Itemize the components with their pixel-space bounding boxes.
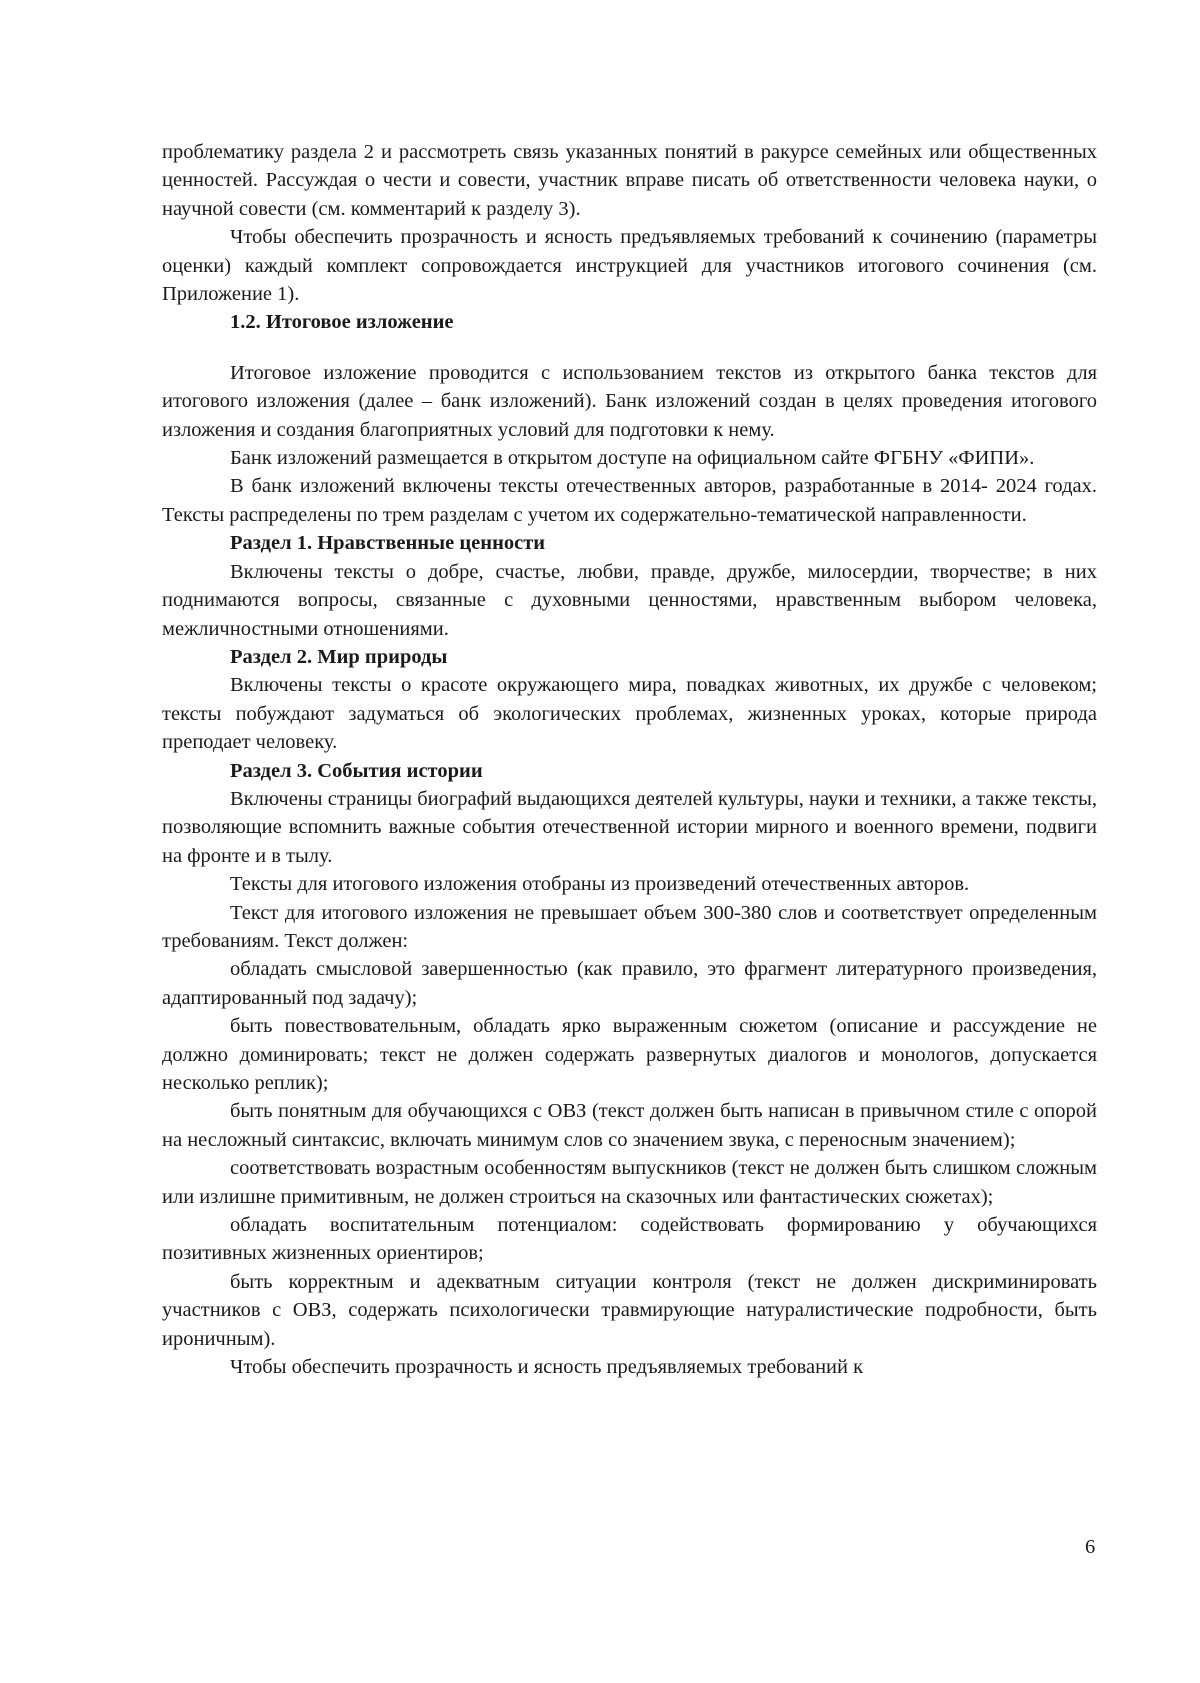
subsection-heading-1: Раздел 1. Нравственные ценности xyxy=(230,532,546,555)
paragraph-7: Включены тексты о красоте окружающего мира, повадках животных, их дружбе с человеком; тексты побуждают задуматься об экологических проблемах, жизненных уроках, которые природа преподает человеку. xyxy=(162,674,1097,754)
paragraph-3: Итоговое изложение проводится с использованием текстов из открытого банка текстов для итогового изложения (далее – банк изложений). Банк изложений создан в целях проведения итогового изложения и создания благоприятных условий для подготовки к нему. xyxy=(162,361,1097,441)
paragraph-4: Банк изложений размещается в открытом доступе на официальном сайте ФГБНУ «ФИПИ». xyxy=(230,447,1035,470)
requirement-2: быть повествовательным, обладать ярко выраженным сюжетом (описание и рассуждение не должно доминировать; текст не должен содержать развернутых диалогов и монологов, допускается несколько реплик); xyxy=(162,1015,1097,1094)
paragraph-11: Чтобы обеспечить прозрачность и ясность предъявляемых требований к xyxy=(230,1356,864,1379)
page-number: 6 xyxy=(1085,1536,1096,1558)
paragraph-10: Текст для итогового изложения не превышает объем 300-380 слов и соответствует определенным требованиям. Текст должен: xyxy=(162,901,1097,952)
requirement-5: обладать воспитательным потенциалом: содействовать формированию у обучающихся позитивных жизненных ориентиров; xyxy=(162,1214,1097,1265)
requirement-4: соответствовать возрастным особенностям выпускников (текст не должен быть слишком сложным или излишне примитивным, не должен строиться на сказочных или фантастических сюжетах); xyxy=(162,1157,1097,1208)
subsection-heading-3: Раздел 3. События истории xyxy=(230,759,483,782)
requirement-6: быть корректным и адекватным ситуации контроля (текст не должен дискриминировать участников с ОВЗ, содержать психологически травмирующие натуралистические подробности, быть ироничным). xyxy=(162,1270,1097,1350)
document-page xyxy=(162,138,1097,1381)
paragraph-2: Чтобы обеспечить прозрачность и ясность предъявляемых требований к сочинению (параметры оценки) каждый комплект сопровождается инструкцией для участников итогового сочинения (см. Приложение 1). xyxy=(162,226,1097,306)
paragraph-1: проблематику раздела 2 и рассмотреть связь указанных понятий в ракурсе семейных или общественных ценностей. Рассуждая о чести и совести, участник вправе писать об ответственности человека науки, о научной совести (см. комментарий к разделу 3). xyxy=(162,141,1097,220)
paragraph-8: Включены страницы биографий выдающихся деятелей культуры, науки и техники, а также тексты, позволяющие вспомнить важные события отечественной истории мирного и военного времени, подвиги на фронте и в тылу. xyxy=(162,787,1097,867)
section-heading-1-2: 1.2. Итоговое изложение xyxy=(230,311,454,334)
requirement-3: быть понятным для обучающихся с ОВЗ (текст должен быть написан в привычном стиле с опорой на несложный синтаксис, включать минимум слов со значением звука, с переносным значением); xyxy=(162,1100,1097,1151)
paragraph-5: В банк изложений включены тексты отечественных авторов, разработанные в 2014- 2024 годах. Тексты распределены по трем разделам с учетом их содержательно-тематической направленности. xyxy=(162,475,1097,526)
subsection-heading-2: Раздел 2. Мир природы xyxy=(230,645,448,668)
paragraph-6: Включены тексты о добре, счастье, любви, правде, дружбе, милосердии, творчестве; в них поднимаются вопросы, связанные с духовными ценностями, нравственным выбором человека, межличностными отношениями. xyxy=(162,560,1097,640)
paragraph-9: Тексты для итогового изложения отобраны из произведений отечественных авторов. xyxy=(230,873,970,896)
requirement-1: обладать смысловой завершенностью (как правило, это фрагмент литературного произведения, адаптированный под задачу); xyxy=(162,958,1097,1009)
